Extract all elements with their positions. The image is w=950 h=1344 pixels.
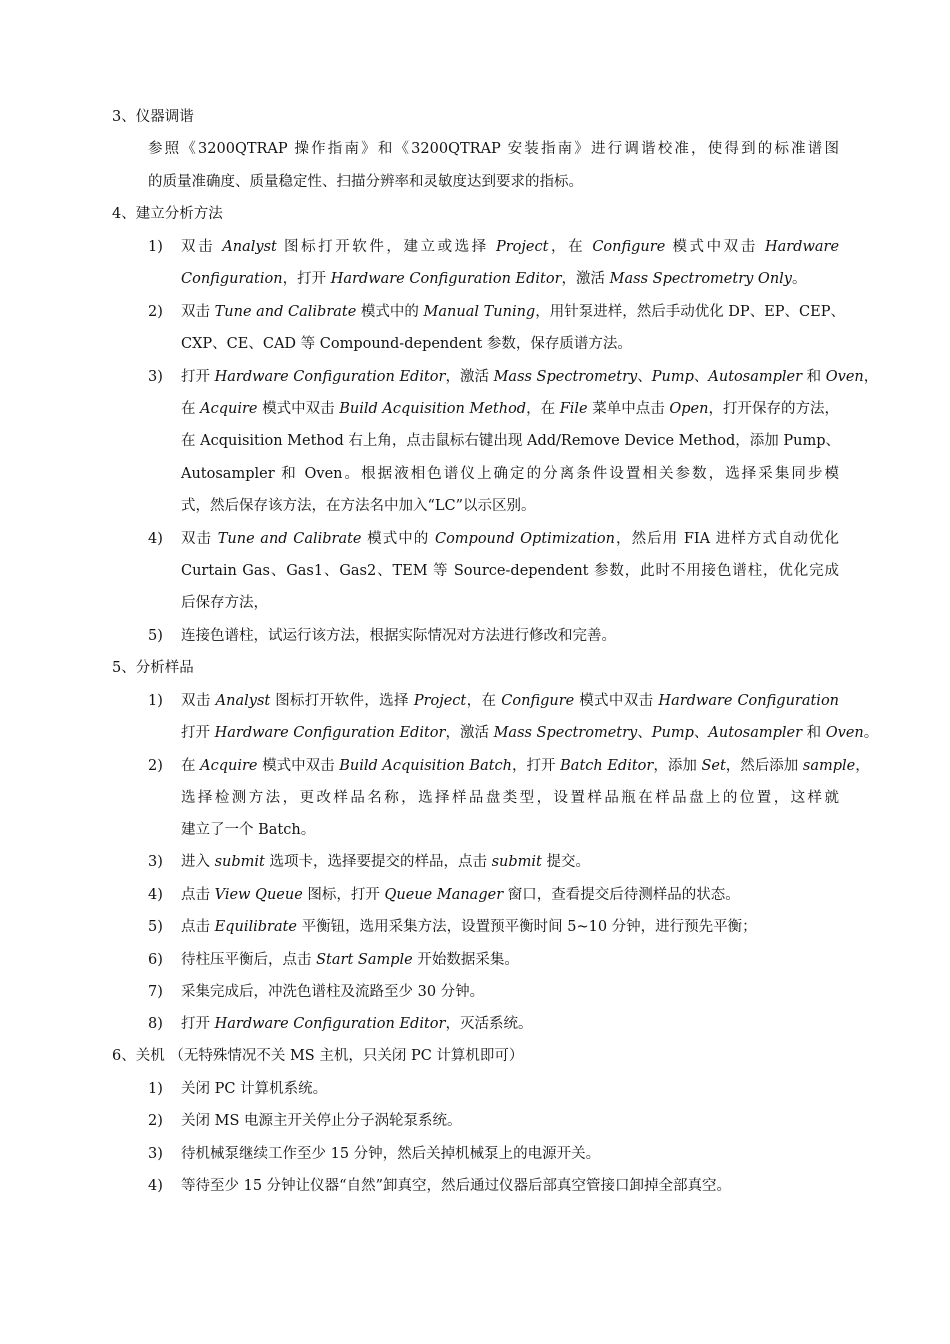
s5-item-4-line-1: 点击 View Queue 图标，打开 Queue Manager 窗口，查看提交后待测样品的状态。 — [181, 887, 740, 903]
s4-item-1-line-1: 双击 Analyst 图标打开软件，建立或选择 Project，在 Configure 模式中双击 Hardware — [181, 239, 840, 255]
s4-item-3-line-2: 在 Acquire 模式中双击 Build Acquisition Method，在 File 菜单中点击 Open，打开保存的方法， — [181, 401, 840, 417]
s4-item-1-line-2: Configuration，打开 Hardware Configuration Editor，激活 Mass Spectrometry Only。 — [181, 271, 807, 287]
s6-item-4-number: 4) — [148, 1178, 163, 1194]
section-4-heading: 4、建立分析方法 — [112, 206, 223, 222]
s4-item-4-line-1: 双击 Tune and Calibrate 模式中的 Compound Optimization，然后用 FIA 进样方式自动优化 — [181, 531, 840, 547]
s5-item-1-line-2: 打开 Hardware Configuration Editor，激活 Mass Spectrometry、Pump、Autosampler 和 Oven。 — [181, 725, 879, 741]
s4-item-3-line-1: 打开 Hardware Configuration Editor，激活 Mass Spectrometry、Pump、Autosampler 和 Oven， — [181, 369, 879, 385]
s4-item-1-number: 1) — [148, 239, 163, 255]
s5-item-5-line-1: 点击 Equilibrate 平衡钮，选用采集方法，设置预平衡时间 5~10 分钟，进行预先平衡； — [181, 919, 757, 935]
s6-item-1-line-1: 关闭 PC 计算机系统。 — [181, 1081, 328, 1097]
s5-item-7-number: 7) — [148, 984, 163, 1000]
section-3-para-line-2: 的质量准确度、质量稳定性、扫描分辨率和灵敏度达到要求的指标。 — [148, 174, 583, 190]
s5-item-2-number: 2) — [148, 758, 163, 774]
s4-item-2-line-1: 双击 Tune and Calibrate 模式中的 Manual Tuning，用针泵进样，然后手动优化 DP、EP、CEP、 — [181, 304, 845, 320]
section-3-para-line-1: 参照《3200QTRAP 操作指南》和《3200QTRAP 安装指南》进行调谐校准，使得到的标准谱图 — [148, 141, 839, 157]
s5-item-1-line-1: 双击 Analyst 图标打开软件，选择 Project，在 Configure 模式中双击 Hardware Configuration — [181, 693, 840, 709]
s5-item-6-number: 6) — [148, 952, 163, 968]
s5-item-2-line-3: 建立了一个 Batch。 — [181, 822, 316, 838]
s5-item-2-line-1: 在 Acquire 模式中双击 Build Acquisition Batch，打开 Batch Editor，添加 Set，然后添加 sample， — [181, 758, 870, 774]
s4-item-5-line-1: 连接色谱柱，试运行该方法，根据实际情况对方法进行修改和完善。 — [181, 628, 616, 644]
section-6-heading: 6、关机 （无特殊情况不关 MS 主机，只关闭 PC 计算机即可） — [112, 1048, 524, 1064]
s6-item-3-line-1: 待机械泵继续工作至少 15 分钟，然后关掉机械泵上的电源开关。 — [181, 1146, 601, 1162]
s5-item-6-line-1: 待柱压平衡后，点击 Start Sample 开始数据采集。 — [181, 952, 519, 968]
s4-item-2-number: 2) — [148, 304, 163, 320]
s5-item-4-number: 4) — [148, 887, 163, 903]
s5-item-2-line-2: 选择检测方法，更改样品名称，选择样品盘类型，设置样品瓶在样品盘上的位置，这样就 — [181, 790, 839, 806]
s5-item-3-line-1: 进入 submit 选项卡，选择要提交的样品，点击 submit 提交。 — [181, 854, 590, 870]
s6-item-2-line-1: 关闭 MS 电源主开关停止分子涡轮泵系统。 — [181, 1113, 462, 1129]
s6-item-4-line-1: 等待至少 15 分钟让仪器“自然”卸真空，然后通过仪器后部真空管接口卸掉全部真空。 — [181, 1178, 731, 1194]
section-3-heading: 3、仪器调谐 — [112, 109, 194, 125]
s4-item-4-number: 4) — [148, 531, 163, 547]
s5-item-7-line-1: 采集完成后，冲洗色谱柱及流路至少 30 分钟。 — [181, 984, 485, 1000]
s4-item-3-line-5: 式，然后保存该方法，在方法名中加入“LC”以示区别。 — [181, 498, 536, 514]
section-5-heading: 5、分析样品 — [112, 660, 194, 676]
s5-item-1-number: 1) — [148, 693, 163, 709]
s6-item-2-number: 2) — [148, 1113, 163, 1129]
s6-item-1-number: 1) — [148, 1081, 163, 1097]
s4-item-4-line-2: Curtain Gas、Gas1、Gas2、TEM 等 Source-dependent 参数，此时不用接色谱柱，优化完成 — [181, 563, 839, 579]
s4-item-3-number: 3) — [148, 369, 163, 385]
s4-item-5-number: 5) — [148, 628, 163, 644]
s5-item-8-line-1: 打开 Hardware Configuration Editor，灭活系统。 — [181, 1016, 533, 1032]
s5-item-3-number: 3) — [148, 854, 163, 870]
s4-item-2-line-2: CXP、CE、CAD 等 Compound-dependent 参数，保存质谱方法。 — [181, 336, 632, 352]
s4-item-3-line-3: 在 Acquisition Method 右上角，点击鼠标右键出现 Add/Remove Device Method，添加 Pump、 — [181, 433, 840, 449]
s5-item-8-number: 8) — [148, 1016, 163, 1032]
s4-item-4-line-3: 后保存方法， — [181, 595, 268, 611]
s4-item-3-line-4: Autosampler 和 Oven。根据液相色谱仪上确定的分离条件设置相关参数，选择采集同步模 — [181, 466, 839, 482]
s5-item-5-number: 5) — [148, 919, 163, 935]
s6-item-3-number: 3) — [148, 1146, 163, 1162]
